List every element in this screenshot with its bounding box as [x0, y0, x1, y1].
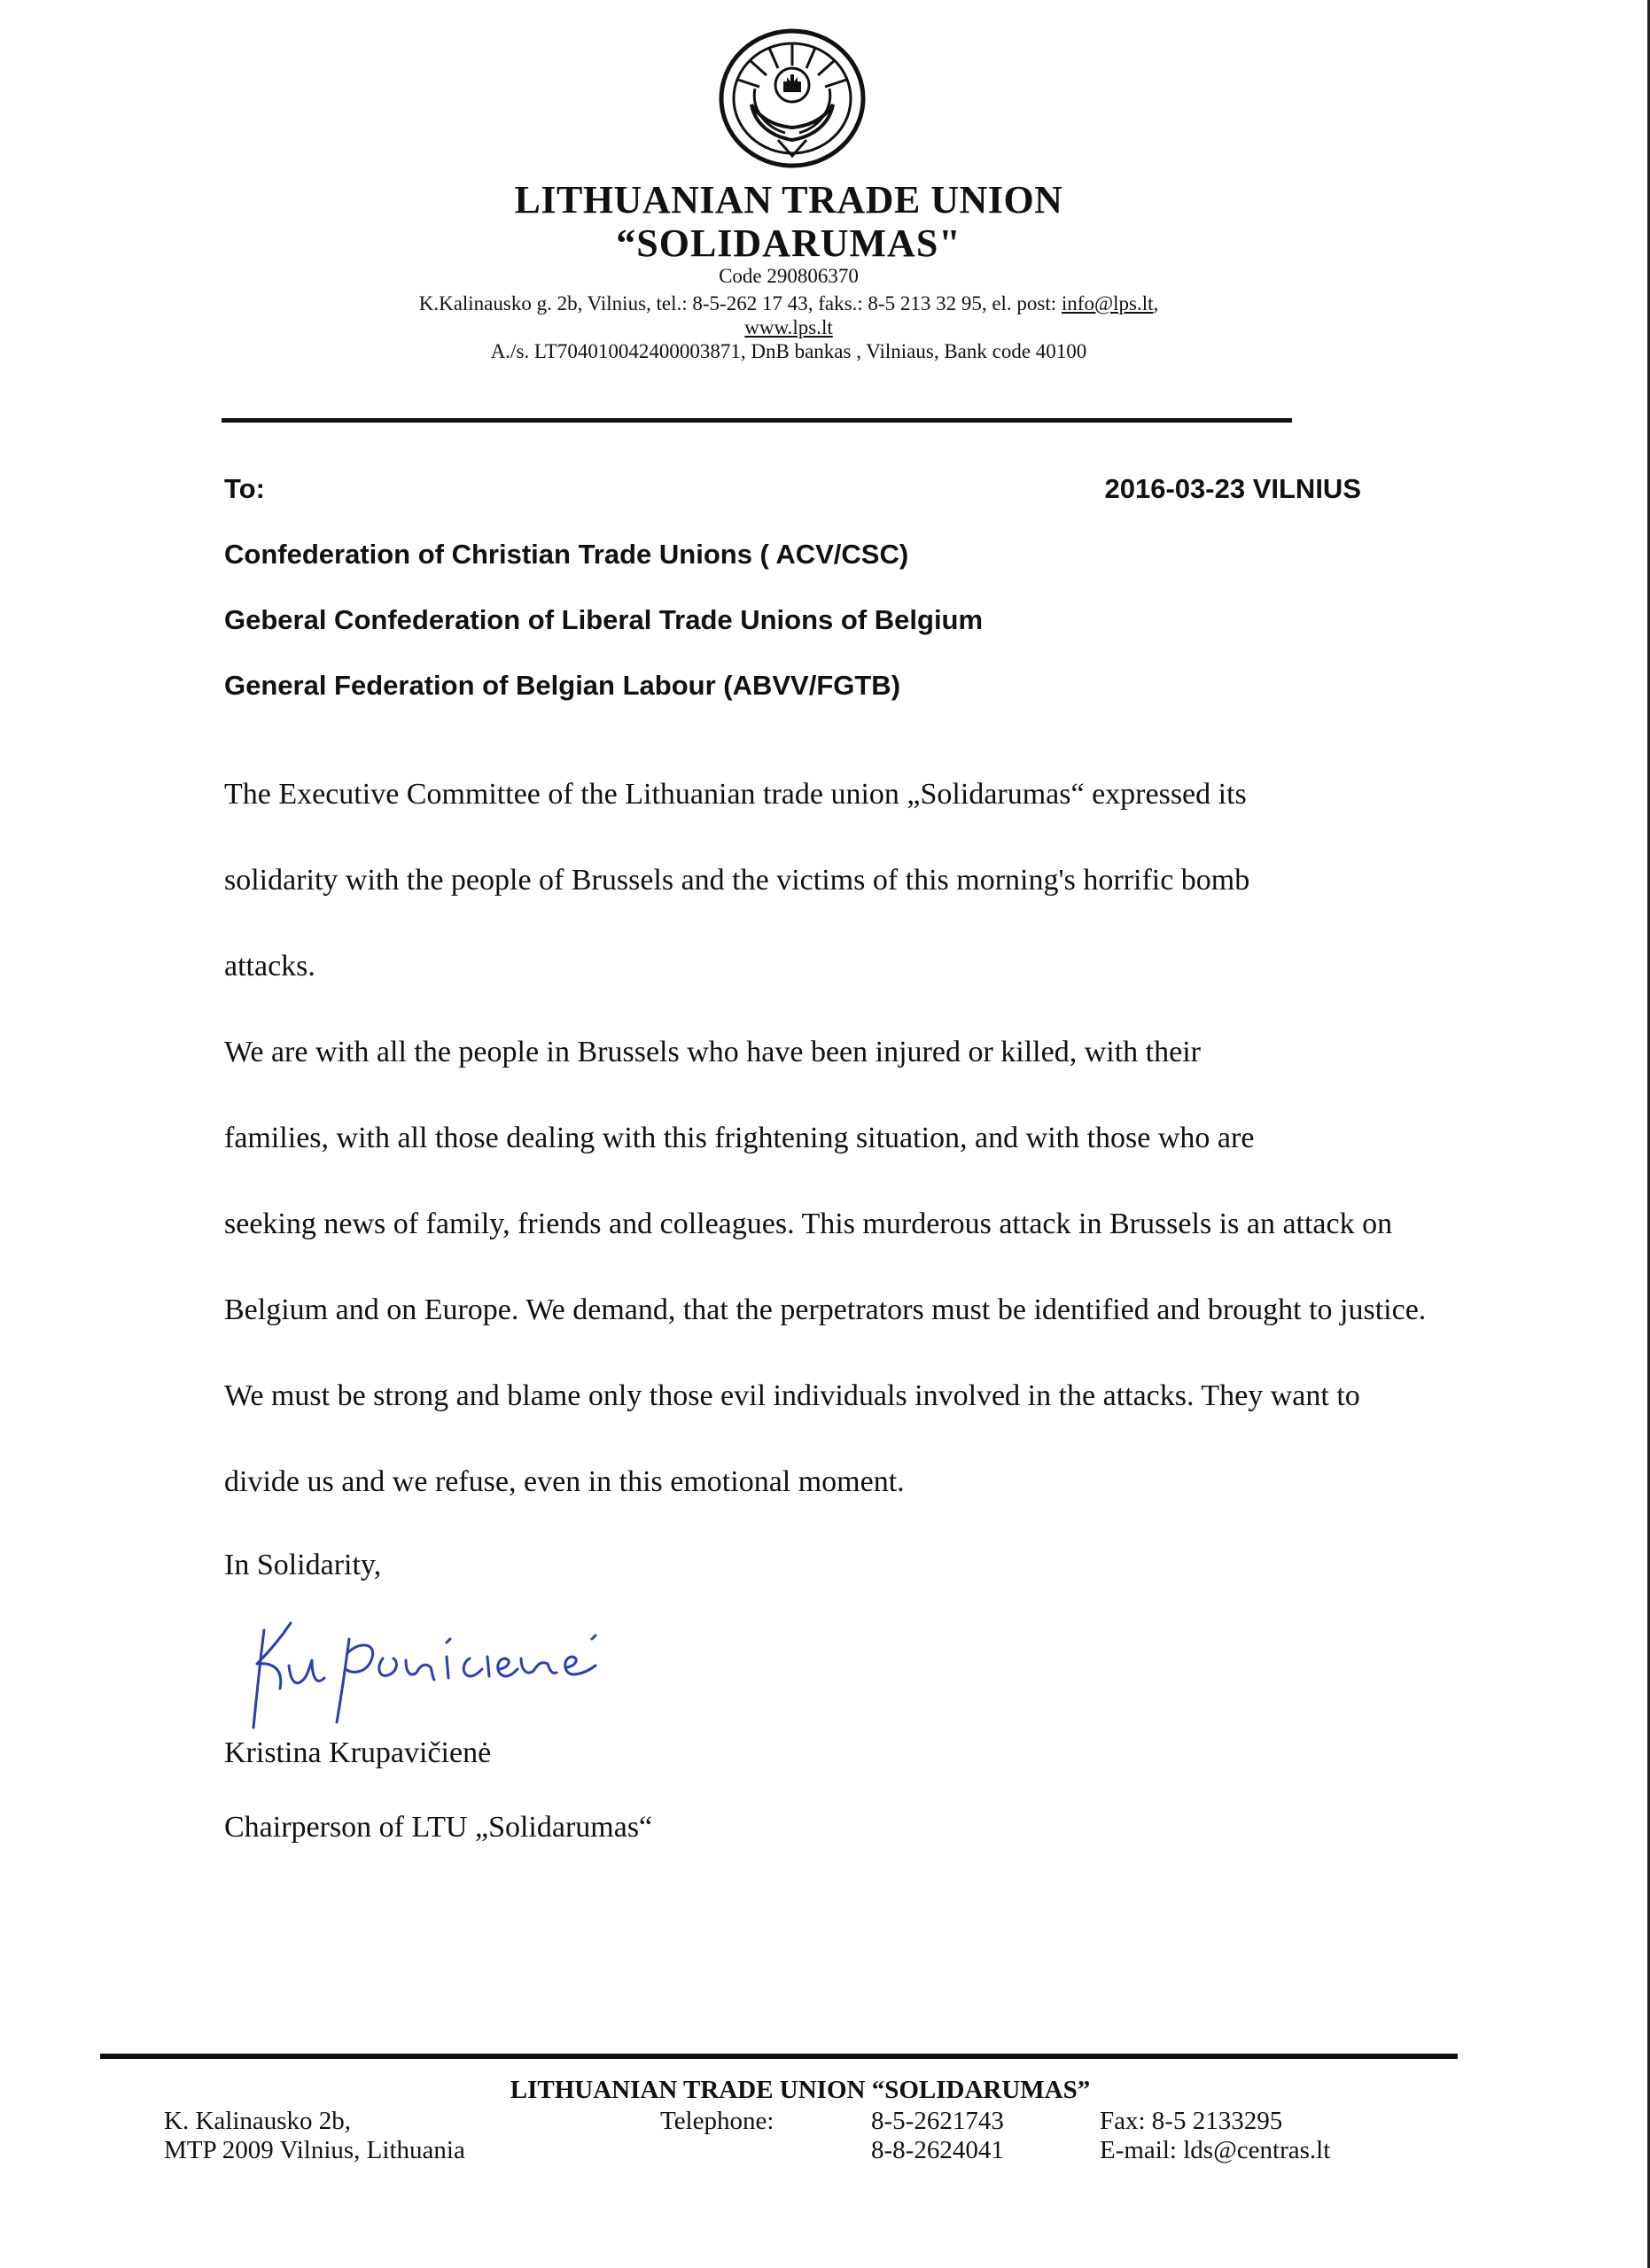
footer-phone-1: 8-5-2621743	[871, 2107, 1004, 2135]
org-name-line2: “SOLIDARUMAS"	[616, 221, 961, 265]
recipient-2: Geberal Confederation of Liberal Trade Unions of Belgium	[224, 604, 984, 635]
org-name-line1: LITHUANIAN TRADE UNION	[514, 178, 1063, 221]
org-website-link[interactable]: www.lps.lt	[744, 316, 833, 338]
footer-address-line1: K. Kalinausko 2b,	[164, 2107, 352, 2135]
body-line: divide us and we refuse, even in this emotional moment.	[224, 1465, 905, 1498]
org-bank-details: A./s. LT704010042400003871, DnB bankas , Vilniaus, Bank code 40100	[490, 340, 1087, 362]
logo-emblem	[716, 27, 868, 170]
body-line: The Executive Committee of the Lithuanian trade union „Solidarumas“ expressed its	[224, 778, 1247, 811]
footer-telephone-label: Telephone:	[660, 2107, 774, 2135]
org-website-line	[0, 316, 1577, 339]
union-logo	[716, 27, 868, 170]
closing: In Solidarity,	[224, 1549, 382, 1581]
body-line: seeking news of family, friends and colleagues. This murderous attack in Brussels is an attack on	[224, 1208, 1393, 1240]
signer-name: Kristina Krupavičienė	[224, 1736, 492, 1769]
org-address-text: K.Kalinausko g. 2b, Vilnius, tel.: 8-5-262 17 43, faks.: 8-5 213 32 95, el. post:	[418, 292, 1062, 315]
footer-org-name: LITHUANIAN TRADE UNION “SOLIDARUMAS”	[510, 2076, 1091, 2104]
footer-address-line2: MTP 2009 Vilnius, Lithuania	[164, 2136, 465, 2164]
date-place: 2016-03-23 VILNIUS	[1104, 473, 1361, 504]
org-address-line	[0, 292, 1577, 315]
body-line: families, with all those dealing with this frightening situation, and with those who are	[224, 1122, 1255, 1154]
footer-divider	[100, 2054, 1458, 2059]
body-line: We must be strong and blame only those evil individuals involved in the attacks. They want to	[224, 1379, 1360, 1412]
header-divider	[222, 418, 1292, 423]
to-label: To:	[224, 473, 265, 504]
footer-phone-2: 8-8-2624041	[871, 2136, 1004, 2164]
org-email-link[interactable]: info@lps.lt	[1061, 292, 1154, 315]
body-line: solidarity with the people of Brussels and the victims of this morning's horrific bomb	[224, 864, 1250, 897]
handwritten-signature	[237, 1604, 627, 1736]
recipient-1: Confederation of Christian Trade Unions ( ACV/CSC)	[224, 539, 909, 570]
body-line: Belgium and on Europe. We demand, that the perpetrators must be identified and brought to justice.	[224, 1293, 1427, 1326]
org-code: Code 290806370	[719, 265, 859, 287]
footer-email: E-mail: lds@centras.lt	[1100, 2136, 1331, 2164]
org-address-suffix: ,	[1153, 292, 1159, 315]
body-line: We are with all the people in Brussels who have been injured or killed, with their	[224, 1036, 1201, 1068]
signer-title: Chairperson of LTU „Solidarumas“	[224, 1811, 653, 1844]
recipient-3: General Federation of Belgian Labour (ABVV/FGTB)	[224, 670, 901, 701]
body-line: attacks.	[224, 950, 315, 983]
footer-fax: Fax: 8-5 2133295	[1100, 2107, 1283, 2135]
